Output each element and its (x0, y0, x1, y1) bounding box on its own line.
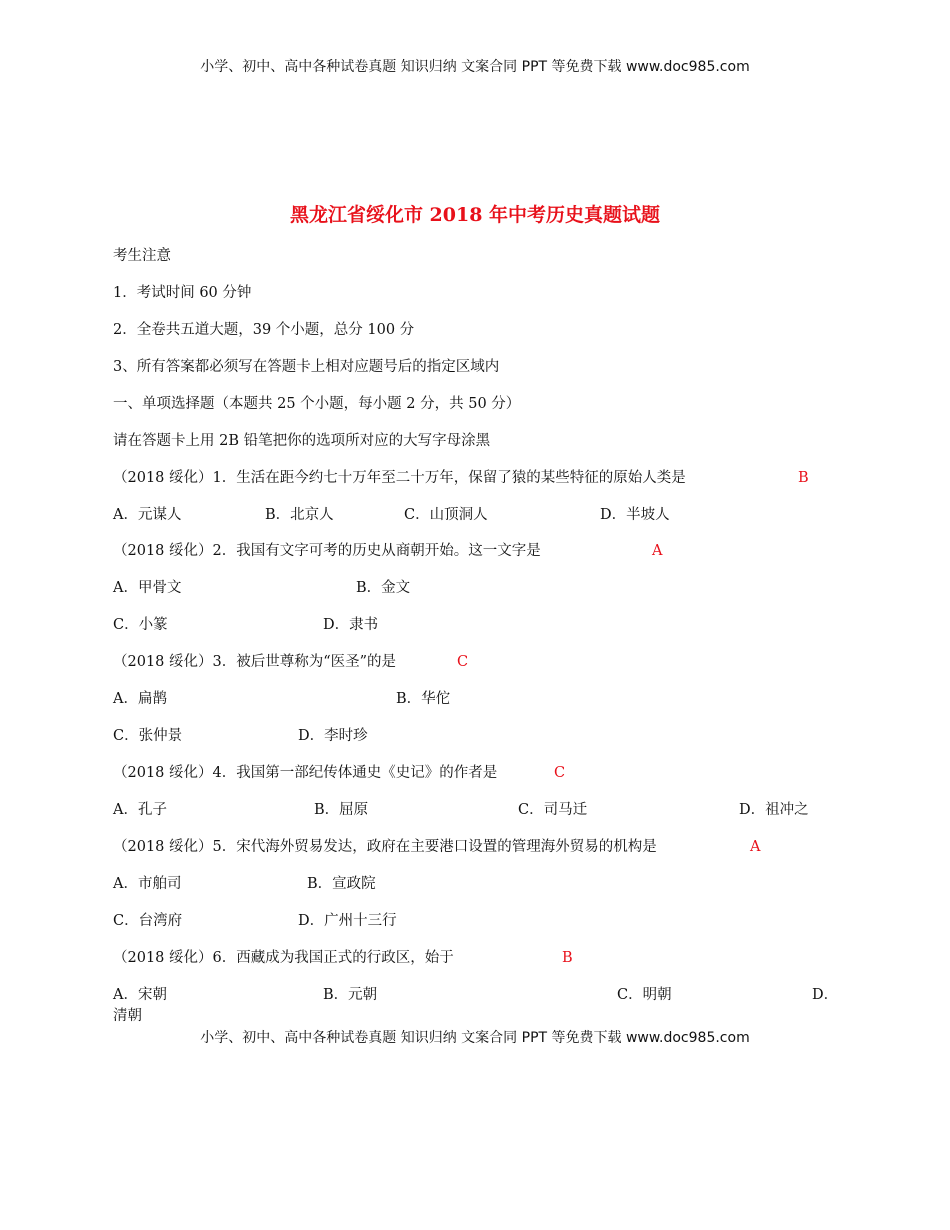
answer-option: B．金文 (356, 580, 411, 596)
notice-item: 2．全卷共五道大题，39 个小题，总分 100 分 (113, 322, 415, 338)
answer-option: D．广州十三行 (298, 913, 397, 929)
question-stem: （2018 绥化）3．被后世尊称为“医圣”的是 (113, 654, 397, 670)
question-stem: （2018 绥化）2．我国有文字可考的历史从商朝开始。这一文字是 (113, 543, 541, 559)
answer-option: C．司马迁 (518, 802, 588, 818)
answer-option: B．屈原 (314, 802, 369, 818)
answer-option: A．孔子 (113, 802, 167, 818)
answer-key: A (652, 543, 663, 559)
answer-option: D．半坡人 (600, 507, 670, 523)
notice-heading: 考生注意 (113, 248, 171, 264)
answer-option: A．元谋人 (113, 507, 182, 523)
question-stem: （2018 绥化）5．宋代海外贸易发达，政府在主要港口设置的管理海外贸易的机构是 (113, 839, 657, 855)
answer-key: C (457, 654, 469, 670)
answer-option: D．李时珍 (298, 728, 368, 744)
answer-option: D．祖冲之 (739, 802, 809, 818)
question-stem: （2018 绥化）6．西藏成为我国正式的行政区，始于 (113, 950, 454, 966)
answer-option: C．张仲景 (113, 728, 183, 744)
answer-option: C．台湾府 (113, 913, 183, 929)
answer-key: A (750, 839, 761, 855)
answer-option: A．宋朝 (113, 987, 167, 1003)
document-title: 黑龙江省绥化市 2018 年中考历史真题试题 (289, 204, 661, 226)
answer-option: 清朝 (113, 1008, 142, 1024)
answer-option: A．甲骨文 (113, 580, 182, 596)
answer-option: B．元朝 (323, 987, 378, 1003)
section-heading: 一、单项选择题（本题共 25 个小题，每小题 2 分，共 50 分） (113, 396, 521, 412)
answer-key: B (562, 950, 573, 966)
answer-option: A．市舶司 (113, 876, 182, 892)
answer-key: C (554, 765, 566, 781)
question-stem: （2018 绥化）4．我国第一部纪传体通史《史记》的作者是 (113, 765, 498, 781)
page-footer: 小学、初中、高中各种试卷真题 知识归纳 文案合同 PPT 等免费下载 www.doc985.com (200, 1030, 750, 1046)
page-header: 小学、初中、高中各种试卷真题 知识归纳 文案合同 PPT 等免费下载 www.doc985.com (200, 59, 750, 75)
question-stem: （2018 绥化）1．生活在距今约七十万年至二十万年，保留了猿的某些特征的原始人类是 (113, 470, 686, 486)
answer-option: C．明朝 (617, 987, 672, 1003)
notice-item: 3、所有答案都必须写在答题卡上相对应题号后的指定区域内 (113, 359, 500, 375)
answer-option: B．北京人 (265, 507, 334, 523)
answer-option: D．隶书 (323, 617, 379, 633)
answer-key: B (798, 470, 809, 486)
answer-option: B．宣政院 (307, 876, 376, 892)
answer-option: C．小篆 (113, 617, 168, 633)
section-instruction: 请在答题卡上用 2B 铅笔把你的选项所对应的大写字母涂黑 (113, 433, 491, 449)
notice-item: 1．考试时间 60 分钟 (113, 285, 252, 301)
answer-option: D． (812, 987, 839, 1003)
answer-option: B．华佗 (396, 691, 451, 707)
answer-option: C．山顶洞人 (404, 507, 488, 523)
answer-option: A．扁鹊 (113, 691, 167, 707)
